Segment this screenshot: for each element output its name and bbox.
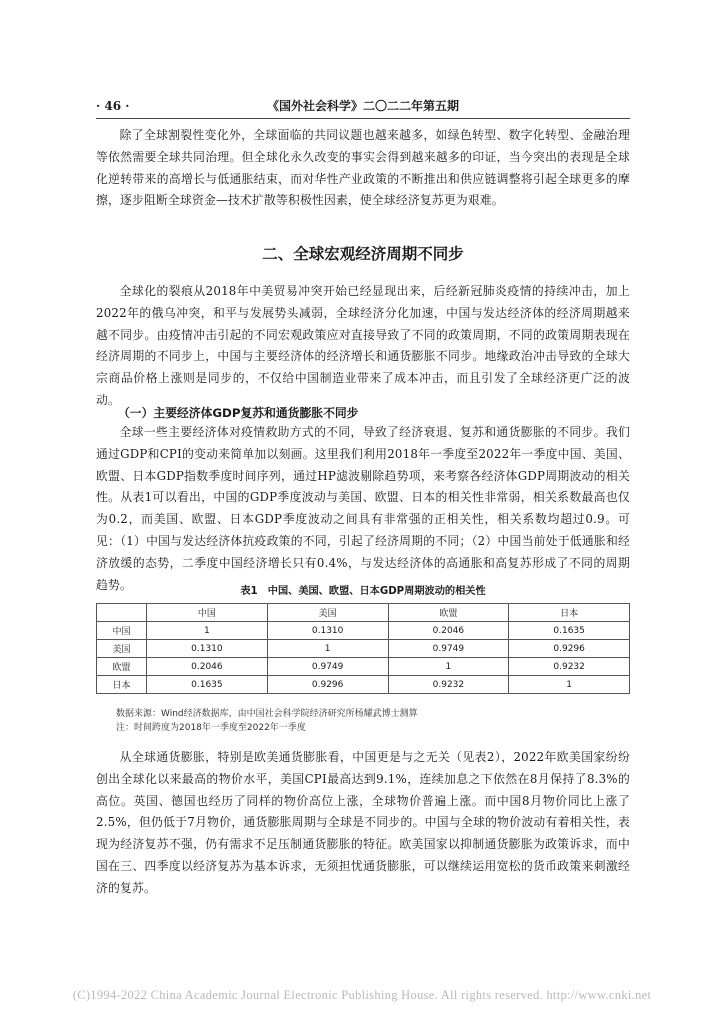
table-header-cell: 中国 [147,604,268,622]
table-cell: 0.9296 [267,676,388,694]
table-cell: 1 [388,658,509,676]
table-cell: 1 [509,676,630,694]
row-label: 欧盟 [97,658,147,676]
table-cell: 0.1310 [147,640,268,658]
journal-title: 《国外社会科学》二〇二二年第五期 [266,99,459,113]
table-header-row [97,604,630,622]
table-cell: 0.2046 [388,622,509,640]
table-cell: 0.9296 [509,640,630,658]
paragraph-gdp-cycles: 全球一些主要经济体对疫情救助方式的不同，导致了经济衰退、复苏和通货膨胀的不同步。我们通过GDP和CPI的变动来简单加以刻画。这里我们利用2018年一季度至2022年一季度中国、美国、欧盟、日本GDP指数季度时间序列，通过HP滤波剔除趋势项，来考察各经济体GDP周期波动的相关性。从表1可以看出，中国的GDP季度波动与美国、欧盟、日本的相关性非常弱，相关系数最高也仅为0.2，而美国、欧盟、日本GDP季度波动之间具有非常强的正相关性，相关系数均超过0.9。可见：（1）中国与发达经济体抗疫政策的不同，引起了经济周期的不同；（2）中国当前处于低通胀和经济放缓的态势，二季度中国经济增长只有0.4%，与发达经济体的高通胀和高复苏形成了不同的周期趋势。 [96,425,630,592]
paragraph-intro: 除了全球割裂性变化外，全球面临的共同议题也越来越多，如绿色转型、数字化转型、金融治理等依然需要全球共同治理。但全球化永久改变的事实会得到越来越多的印证，当今突出的表现是全球化逆转带来的高增长与低通胀结束，而对华性产业政策的不断推出和供应链调整将引起全球更多的摩擦，逐步阻断全球资金—技术扩散等积极性因素，使全球经济复苏更为艰难。 [96,128,630,208]
table-row [97,676,630,694]
table-header-cell: 日本 [509,604,630,622]
row-label: 日本 [97,676,147,694]
table-row [97,658,630,676]
table-header-cell: 美国 [267,604,388,622]
subsection-heading: （一）主要经济体GDP复苏和通货膨胀不同步 [118,406,359,420]
row-label: 美国 [97,640,147,658]
running-header [96,96,630,116]
source-note: 数据来源：Wind经济数据库，由中国社会科学院经济研究所杨耀武博士测算 [116,709,418,719]
correlation-table [96,603,630,694]
copyright-watermark: (C)1994-2022 China Academic Journal Electronic Publishing House. All rights reserved. http://www.cnki.net [72,988,652,1002]
period-note: 注：时间跨度为2018年一季度至2022年一季度 [116,723,306,733]
table-row [97,622,630,640]
paragraph-global-fracture: 全球化的裂痕从2018年中美贸易冲突开始已经显现出来，后经新冠肺炎疫情的持续冲击，加上2022年的俄乌冲突，和平与发展势头减弱，全球经济分化加速，中国与发达经济体的经济周期越来越不同步。由疫情冲击引起的不同宏观政策应对直接导致了不同的政策周期，不同的政策周期表现在经济周期的不同步上，中国与主要经济体的经济增长和通货膨胀不同步。地缘政治冲击导致的全球大宗商品价格上涨则是同步的，不仅给中国制造业带来了成本冲击，而且引发了全球经济更广泛的波动。 [96,284,630,407]
table-cell: 0.9232 [388,676,509,694]
table-header-cell: 欧盟 [388,604,509,622]
table-cell: 0.9749 [267,658,388,676]
table-notes [116,707,418,735]
paragraph-inflation: 从全球通货膨胀，特别是欧美通货膨胀看，中国更是与之无关（见表2），2022年欧美国家纷纷创出全球化以来最高的物价水平，美国CPI最高达到9.1%，连续加息之下依然在8月保持了8.3%的高位。英国、德国也经历了同样的物价高位上涨，全球物价普遍上涨。而中国8月物价同比上涨了2.5%，但仍低于7月物价，通货膨胀周期与全球是不同步的。中国与全球的物价波动有着相关性，表现为经济复苏不强，仍有需求不足压制通货膨胀的特征。欧美国家以抑制通货膨胀为政策诉求，而中国在三、四季度以经济复苏为基本诉求，无须担忧通货膨胀，可以继续运用宽松的货币政策来刺激经济的复苏。 [96,750,630,895]
row-label: 中国 [97,622,147,640]
page-number: · 46 · [96,99,130,113]
table-row [97,640,630,658]
table-cell: 1 [267,640,388,658]
table-header-cell [97,604,147,622]
header-rule [96,118,630,119]
table-cell: 0.1635 [147,676,268,694]
table-caption: 表1 中国、美国、欧盟、日本GDP周期波动的相关性 [240,586,486,597]
table-cell: 1 [147,622,268,640]
table-cell: 0.9749 [388,640,509,658]
table-cell: 0.1310 [267,622,388,640]
table-cell: 0.9232 [509,658,630,676]
section-heading: 二、全球宏观经济周期不同步 [262,245,464,263]
table-cell: 0.1635 [509,622,630,640]
table-cell: 0.2046 [147,658,268,676]
